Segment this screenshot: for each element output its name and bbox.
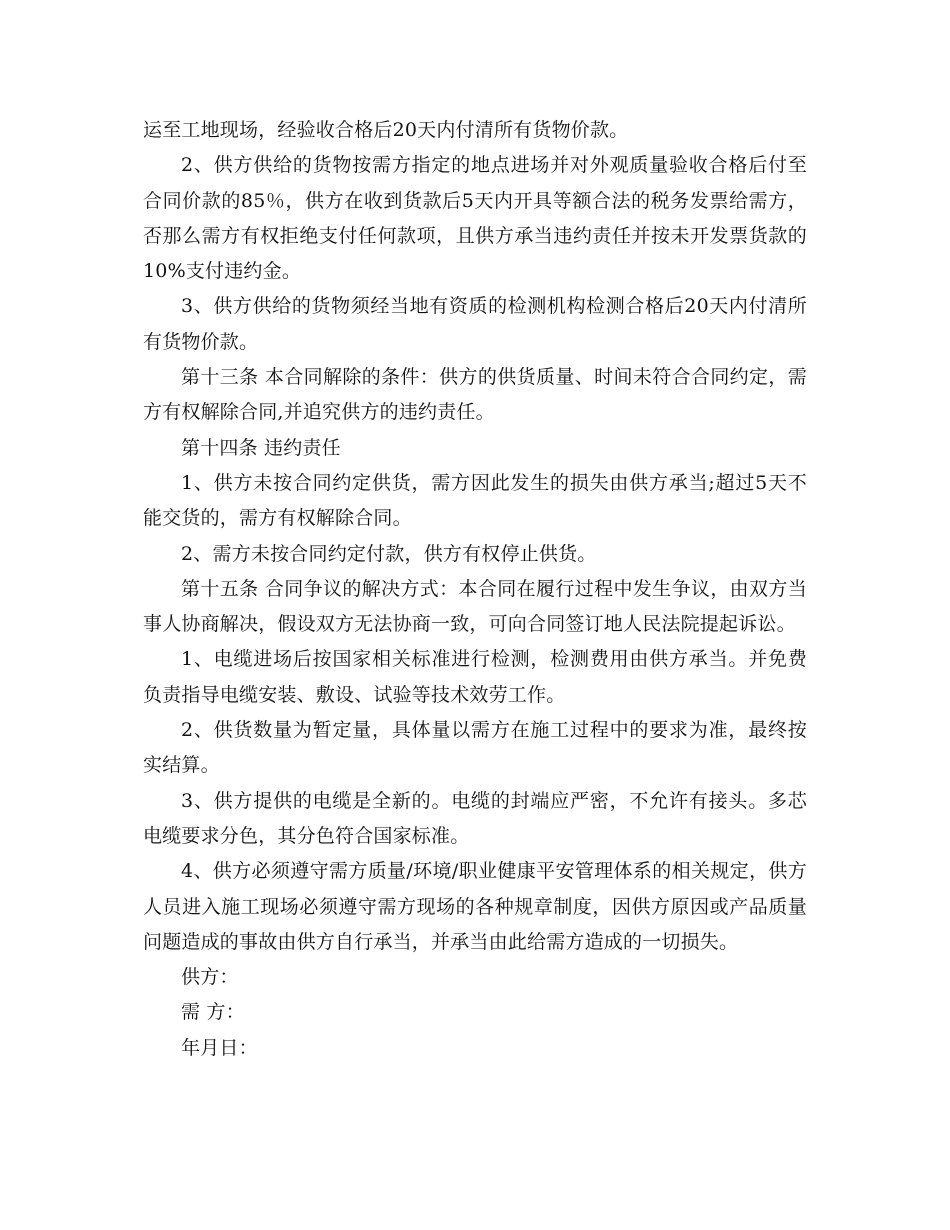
paragraph-other-clause-1: 1、电缆进场后按国家相关标准进行检测，检测费用由供方承当。并免费负责指导电缆安装、敷设、试验等技术效劳工作。 xyxy=(143,648,807,706)
paragraph-breach-clause-2: 2、需方未按合同约定付款，供方有权停止供货。 xyxy=(181,542,597,565)
paragraph-payment-clause-3: 3、供方供给的货物须经当地有资质的检测机构检测合格后20天内付清所有货物价款。 xyxy=(143,295,807,353)
paragraph-article-14-heading: 第十四条 违约责任 xyxy=(181,436,341,459)
paragraph-payment-clause-2: 2、供方供给的货物按需方指定的地点进场并对外观质量验收合格后付至合同价款的85％，供方在收到货款后5天内开具等额合法的税务发票给需方，否那么需方有权拒绝支付任何款项，且供方承当违约责任并按未开发票货款的10%支付违约金。 xyxy=(143,154,807,283)
paragraph-breach-clause-1: 1、供方未按合同约定供货，需方因此发生的损失由供方承当;超过5天不能交货的，需方有权解除合同。 xyxy=(143,471,807,530)
paragraph-continuation: 运至工地现场，经验收合格后20天内付清所有货物价款。 xyxy=(143,119,629,141)
signature-buyer: 需 方： xyxy=(181,1001,245,1024)
paragraph-other-clause-2: 2、供货数量为暂定量，具体量以需方在施工过程中的要求为准，最终按实结算。 xyxy=(143,719,807,777)
signature-date: 年月日： xyxy=(181,1036,258,1059)
paragraph-other-clause-3: 3、供方提供的电缆是全新的。电缆的封端应严密，不允许有接头。多芯电缆要求分色，其分色符合国家标准。 xyxy=(143,789,807,847)
paragraph-other-clause-4: 4、供方必须遵守需方质量/环境/职业健康平安管理体系的相关规定，供方人员进入施工现场必须遵守需方现场的各种规章制度，因供方原因或产品质量问题造成的事故由供方自行承当，并承当由此给需方造成的一切损失。 xyxy=(143,860,807,953)
document-body xyxy=(143,113,807,1066)
paragraph-article-15: 第十五条 合同争议的解决方式：本合同在履行过程中发生争议，由双方当事人协商解决，假设双方无法协商一致，可向合同签订地人民法院提起诉讼。 xyxy=(143,577,807,636)
signature-supplier: 供方： xyxy=(181,966,239,989)
paragraph-article-13: 第十三条 本合同解除的条件：供方的供货质量、时间未符合合同约定，需方有权解除合同,并追究供方的违约责任。 xyxy=(143,366,807,424)
